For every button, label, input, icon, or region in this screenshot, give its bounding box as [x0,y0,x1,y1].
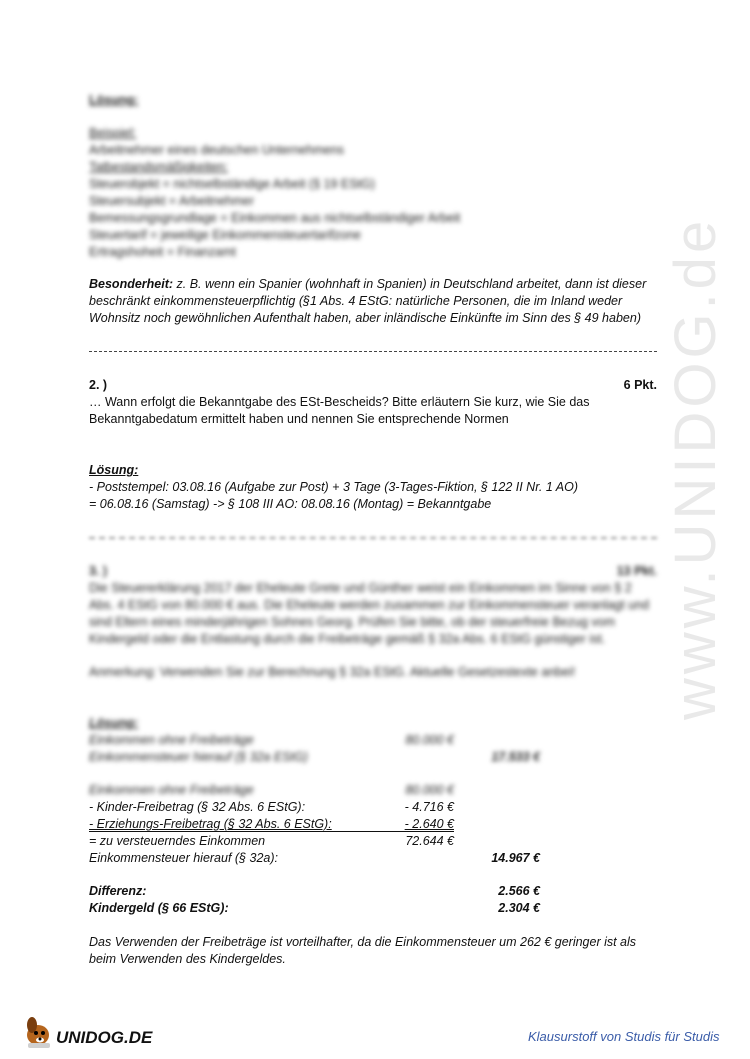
blurred-row-label: Einkommen ohne Freibeträge [89,783,254,797]
unidog-logo [22,1011,162,1051]
question-number: 2. ) [89,378,108,392]
calc-row-label: = zu versteuerndes Einkommen [89,834,266,848]
sum-rule [89,831,454,832]
question-number: 3. ) [89,564,108,578]
blurred-line: Tatbestandsmäßigkeiten: [89,160,228,174]
question-points: 6 Pkt. [623,378,657,392]
kindergeld-label: Kindergeld (§ 66 EStG): [89,901,229,915]
differenz-value: 2.566 € [498,884,540,898]
blurred-line: Die Steuererklärung 2017 der Eheleute Grete und Günther weist ein Einkommen im Sinne von § 2 [89,581,632,595]
watermark: www.UNIDOG.de [663,216,728,720]
calc-row-value: 14.967 € [491,851,540,865]
conclusion-line: Das Verwenden der Freibeträge ist vorteilhafter, da die Einkommensteuer um 262 € geringer ist als [89,935,637,949]
conclusion-line: beim Verwenden des Kindergeldes. [89,952,286,966]
blurred-solution-label: Lösung: [89,716,139,730]
blurred-note: Anmerkung: Verwenden Sie zur Berechnung § 32a EStG. Aktuelle Gesetzestexte anbei! [89,665,576,679]
blurred-line: Steuertarif = jeweilige Einkommensteuertarifzone [89,228,362,242]
blurred-row-value: 80.000 € [405,783,454,797]
blurred-line: Ertragshoheit = Finanzamt [89,245,236,259]
blurred-row-value: 80.000 € [405,733,454,747]
special-label: Besonderheit: [89,277,174,291]
solution-line: - Poststempel: 03.08.16 (Aufgabe zur Post) + 3 Tage (3-Tages-Fiktion, § 122 II Nr. 1 AO) [89,480,579,494]
blurred-example-label: Beispiel: [89,126,137,140]
calc-row-value: - 2.640 € [404,817,454,831]
blurred-line: Bemessungsgrundlage = Einkommen aus nichtselbständiger Arbeit [89,211,461,225]
divider [89,351,657,352]
kindergeld-value: 2.304 € [498,901,540,915]
blurred-line: sind Eltern eines minderjährigen Sohnes Georg. Prüfen Sie bitte, ob der steuerfreie Bezug vom [89,615,615,629]
blurred-row-value: 17.533 € [491,750,540,764]
blurred-solution-label: Lösung: [89,93,139,107]
blurred-line: Arbeitnehmer eines deutschen Unternehmens [89,143,345,157]
blurred-row-label: Einkommen ohne Freibeträge [89,733,254,747]
blurred-line: Abs. 4 EStG von 80.000 € aus. Die Eheleute werden zusammen zur Einkommensteuer veranlagt und [89,598,650,612]
question-text: Bekanntgabedatum ermittelt haben und nennen Sie entsprechende Normen [89,412,509,426]
calc-row-value: - 4.716 € [404,800,454,814]
special-note-line: beschränkt einkommensteuerpflichtig (§1 Abs. 4 EStG: natürliche Personen, die im Inland weder [89,294,623,308]
calc-row-label: - Erziehungs-Freibetrag (§ 32 Abs. 6 EStG): [89,817,332,831]
question-points: 13 Pkt. [616,564,657,578]
special-note-line: Wohnsitz noch gewöhnlichen Aufenthalt haben, aber inländische Einkünfte im Sinn des § 49 haben) [89,311,641,325]
blurred-line: Kindergeld oder die Entlastung durch die Freibeträge gemäß § 32a Abs. 6 EStG günstiger ist. [89,632,606,646]
solution-label: Lösung: [89,463,139,477]
divider [89,537,657,539]
dog-icon [22,1011,162,1051]
calc-row-label: Einkommensteuer hierauf (§ 32a): [89,851,278,865]
question-text: … Wann erfolgt die Bekanntgabe des ESt-Bescheids? Bitte erläutern Sie kurz, wie Sie das [89,395,590,409]
blurred-line: Steuersubjekt = Arbeitnehmer [89,194,255,208]
footer-tagline: Klausurstoff von Studis für Studis [528,1029,720,1044]
blurred-row-label: Einkommensteuer hierauf (§ 32a EStG) [89,750,308,764]
calc-row-value: 72.644 € [405,834,454,848]
svg-text:UNIDOG.DE: UNIDOG.DE [56,1028,153,1047]
blurred-line: Steuerobjekt = nichtselbständige Arbeit (§ 19 EStG) [89,177,375,191]
calc-row-label: - Kinder-Freibetrag (§ 32 Abs. 6 EStG): [89,800,306,814]
special-note-line: Besonderheit: z. B. wenn ein Spanier (wohnhaft in Spanien) in Deutschland arbeitet, dann ist dieser [89,277,647,291]
solution-line: = 06.08.16 (Samstag) -> § 108 III AO: 08.08.16 (Montag) = Bekanntgabe [89,497,492,511]
differenz-label: Differenz: [89,884,147,898]
